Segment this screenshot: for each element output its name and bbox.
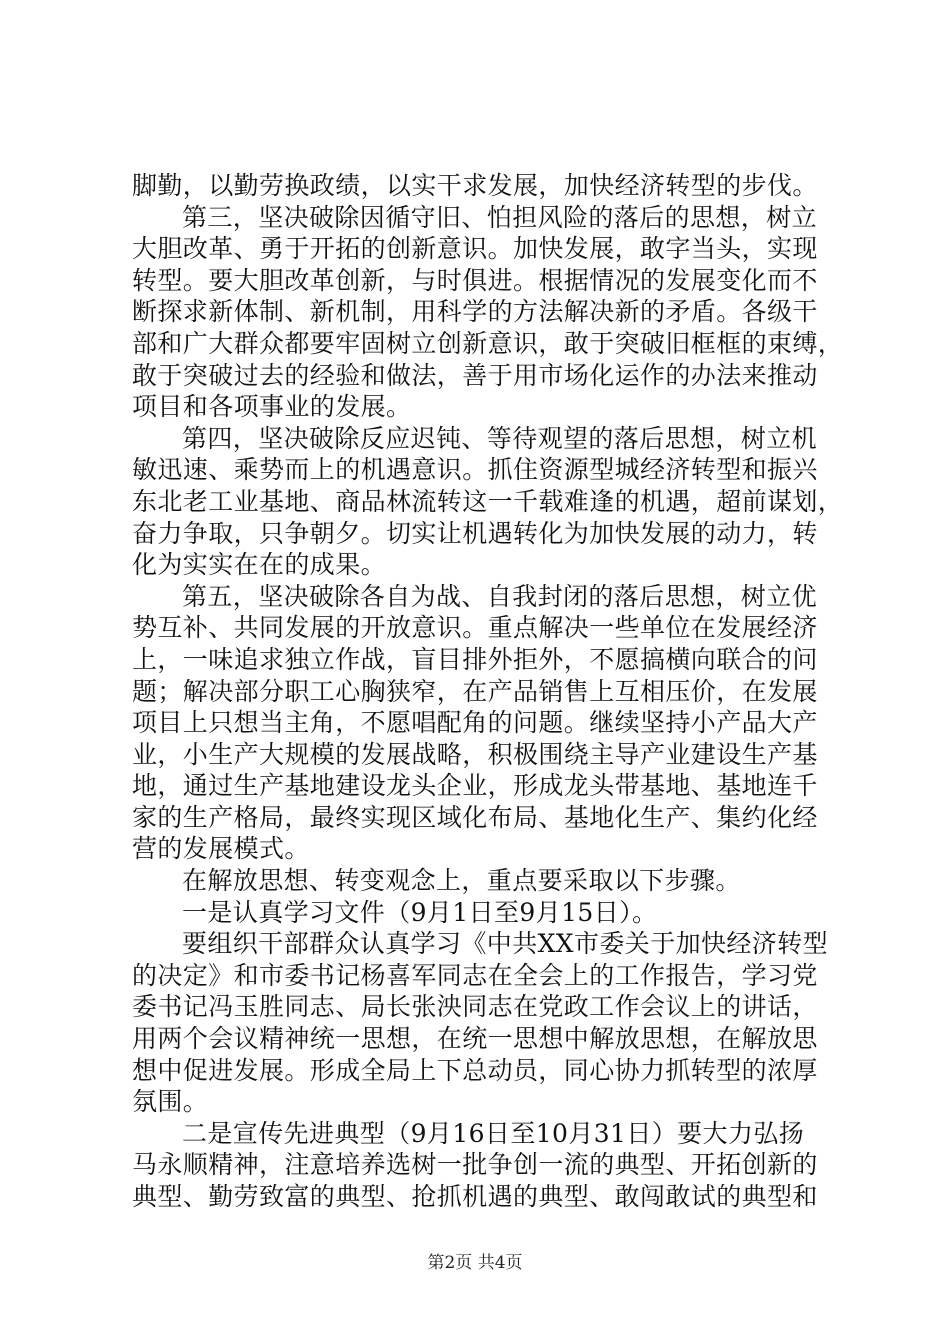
- text-line: 委书记冯玉胜同志、局长张泱同志在党政工作会议上的讲话，: [132, 992, 818, 1022]
- text-line: 家的生产格局，最终实现区域化布局、基地化生产、集约化经: [132, 802, 818, 832]
- text-line: 第四，坚决破除反应迟钝、等待观望的落后思想，树立机: [182, 423, 818, 453]
- text-line: 地，通过生产基地建设龙头企业，形成龙头带基地、基地连千: [132, 771, 818, 801]
- text-line: 马永顺精神，注意培养选树一批争创一流的典型、开拓创新的: [132, 1150, 818, 1180]
- text-line: 业，小生产大规模的发展战略，积极围绕主导产业建设生产基: [132, 739, 818, 769]
- text-line: 第五，坚决破除各自为战、自我封闭的落后思想，树立优: [182, 581, 818, 611]
- text-line: 断探求新体制、新机制，用科学的方法解决新的矛盾。各级干: [132, 297, 818, 327]
- page-footer: 第2页 共4页: [427, 1253, 523, 1273]
- text-line: 奋力争取，只争朝夕。切实让机遇转化为加快发展的动力，转: [132, 518, 818, 548]
- text-line: 项目和各项事业的发展。: [132, 392, 412, 422]
- text-line: 上，一味追求独立作战，盲目排外拒外，不愿搞横向联合的问: [132, 644, 818, 674]
- text-line: 的决定》和市委书记杨喜军同志在全会上的工作报告，学习党: [132, 960, 818, 990]
- text-line: 部和广大群众都要牢固树立创新意识，敢于突破旧框框的束缚，: [132, 328, 844, 358]
- text-line: 敏迅速、乘势而上的机遇意识。抓住资源型城经济转型和振兴: [132, 455, 818, 485]
- text-line: 题；解决部分职工心胸狭窄，在产品销售上互相压价，在发展: [132, 676, 818, 706]
- document-body: [132, 170, 844, 1213]
- text-line: 敢于突破过去的经验和做法，善于用市场化运作的办法来推动: [132, 360, 818, 390]
- text-line: 一是认真学习文件（9月1日至9月15日）。: [182, 897, 658, 927]
- text-line: 大胆改革、勇于开拓的创新意识。加快发展，敢字当头，实现: [132, 234, 818, 264]
- text-line: 项目上只想当主角，不愿唱配角的问题。继续坚持小产品大产: [132, 708, 818, 738]
- text-line: 氛围。: [132, 1087, 209, 1117]
- text-line: 二是宣传先进典型（9月16日至10月31日）要大力弘扬: [182, 1118, 805, 1148]
- text-line: 脚勤，以勤劳换政绩，以实干求发展，加快经济转型的步伐。: [132, 171, 818, 200]
- text-line: 想中促进发展。形成全局上下总动员，同心协力抓转型的浓厚: [132, 1055, 818, 1085]
- text-line: 营的发展模式。: [132, 834, 310, 864]
- text-line: 要组织干部群众认真学习《中共XX市委关于加快经济转型: [182, 929, 828, 959]
- text-line: 在解放思想、转变观念上，重点要采取以下步骤。: [182, 866, 741, 896]
- text-line: 第三，坚决破除因循守旧、怕担风险的落后的思想，树立: [182, 202, 818, 232]
- text-line: 用两个会议精神统一思想，在统一思想中解放思想，在解放思: [132, 1024, 818, 1054]
- text-line: 势互补、共同发展的开放意识。重点解决一些单位在发展经济: [132, 613, 818, 643]
- text-line: 东北老工业基地、商品林流转这一千载难逢的机遇，超前谋划，: [132, 486, 844, 516]
- text-line: 转型。要大胆改革创新，与时俱进。根据情况的发展变化而不: [132, 265, 818, 295]
- text-line: 化为实实在在的成果。: [132, 550, 387, 580]
- text-line: 典型、勤劳致富的典型、抢抓机遇的典型、敢闯敢试的典型和: [132, 1182, 818, 1211]
